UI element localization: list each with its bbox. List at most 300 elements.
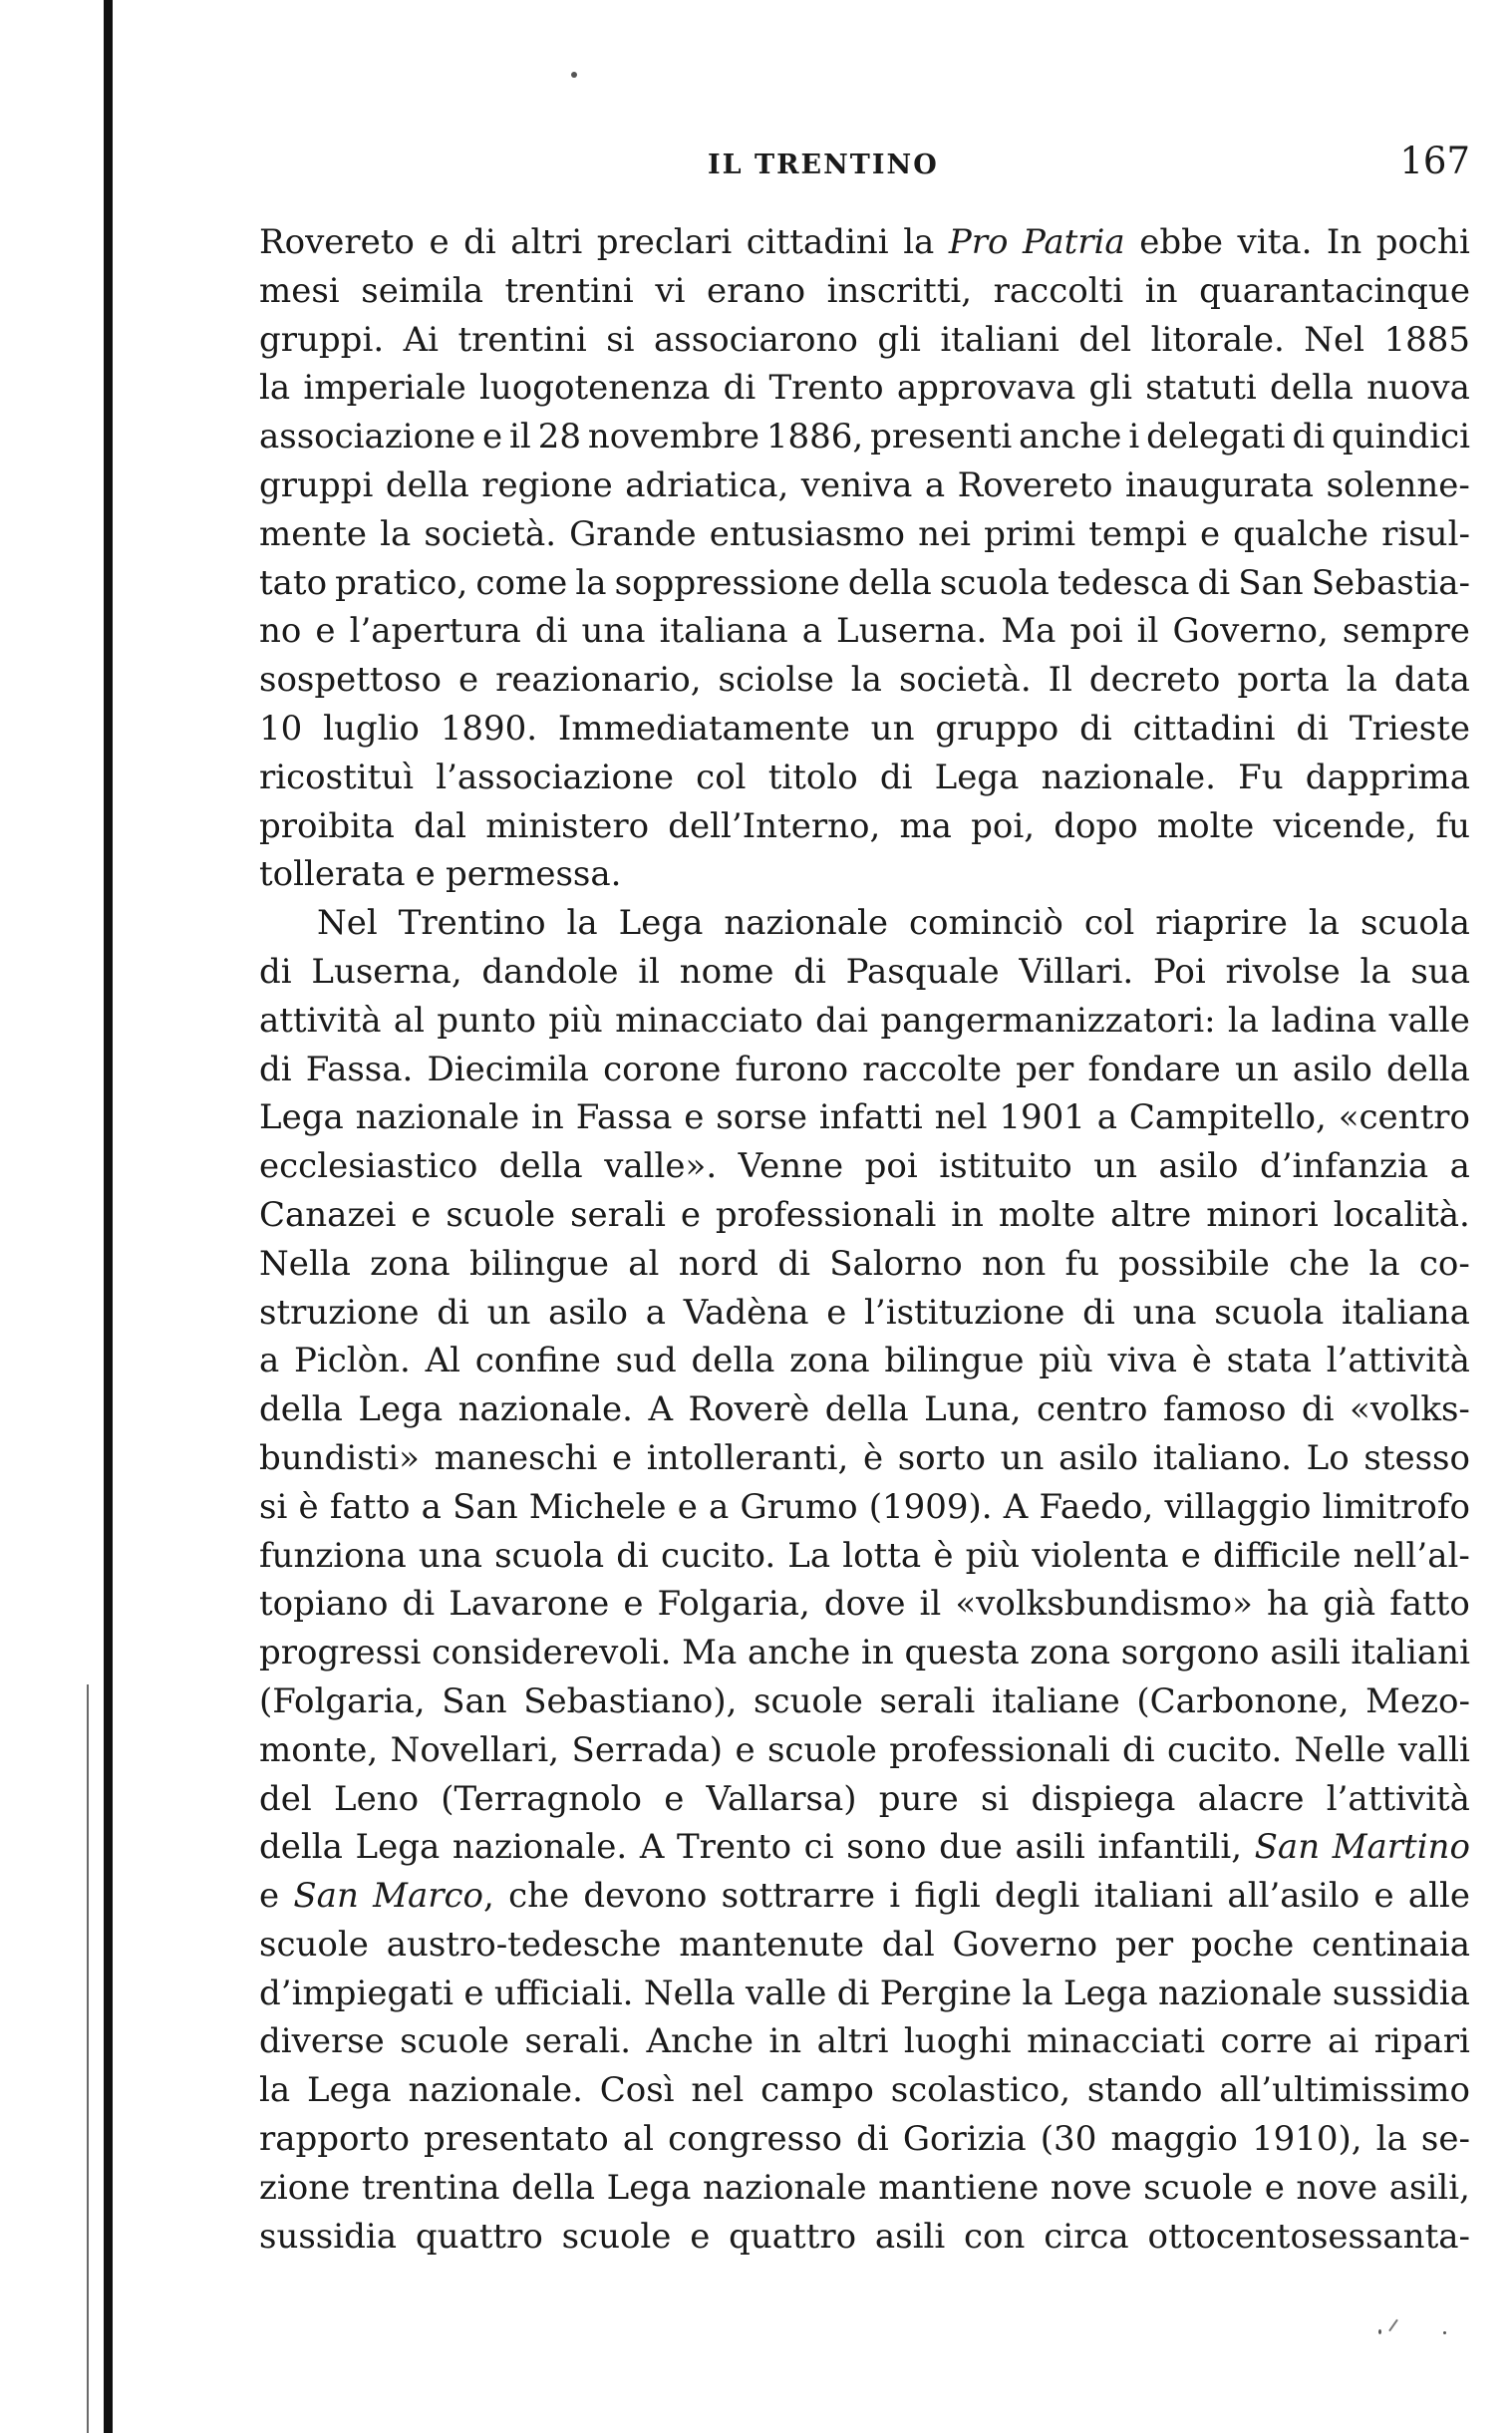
text-word: della <box>259 1827 343 1868</box>
text-word: 28 <box>537 417 581 457</box>
text-word: e <box>826 1292 847 1333</box>
text-word: serali <box>879 1680 976 1721</box>
text-word: Nelle <box>1294 1729 1386 1770</box>
text-word: San <box>1254 1827 1321 1868</box>
text-word: l’istituzione <box>864 1292 1065 1333</box>
text-line <box>259 1629 1470 1677</box>
text-word: circa <box>1044 2216 1129 2257</box>
text-word: bilingue <box>884 1341 1025 1381</box>
text-word: minacciati <box>1027 2021 1206 2062</box>
text-line <box>259 2213 1470 2262</box>
text-word: l’attività <box>1326 1778 1470 1819</box>
text-word: alle <box>1407 1876 1470 1917</box>
text-word: monte, <box>259 1729 379 1770</box>
text-word: approvava <box>896 368 1076 409</box>
text-line <box>259 218 1470 267</box>
text-word: in <box>768 2021 802 2062</box>
text-word: col <box>696 757 747 797</box>
text-word: col <box>1083 903 1135 944</box>
text-word: Fassa <box>575 1097 673 1138</box>
text-word: Lega <box>618 903 704 944</box>
text-word: A <box>648 1389 674 1430</box>
text-word: asili <box>1015 1827 1085 1868</box>
text-word: l’apertura <box>349 611 521 652</box>
text-word: più <box>1039 1341 1093 1381</box>
text-word: minacciato <box>615 1000 803 1041</box>
text-word: quarantacinque <box>1199 270 1470 311</box>
text-word: asili <box>1270 1633 1341 1673</box>
text-word: primi <box>984 513 1076 554</box>
text-line <box>259 997 1470 1046</box>
text-word: co- <box>1418 1243 1470 1284</box>
text-word: la <box>380 513 412 554</box>
text-word: villaggio <box>1164 1486 1312 1527</box>
text-line <box>259 1872 1470 1921</box>
text-word: 1910), <box>1251 2119 1362 2160</box>
text-word: la <box>1308 903 1340 944</box>
text-word: Trentino <box>398 903 546 944</box>
text-word: ci <box>803 1827 834 1868</box>
text-word: italiani <box>1351 1633 1470 1673</box>
text-word: zona <box>1030 1633 1110 1673</box>
text-word: questa <box>904 1633 1020 1673</box>
text-word: topiano <box>259 1584 389 1625</box>
text-word: lotta <box>842 1535 922 1576</box>
text-word: di <box>1197 562 1231 603</box>
text-word: devono <box>583 1876 708 1917</box>
text-word: Sebastiano), <box>523 1680 738 1721</box>
text-word: di <box>534 611 568 652</box>
text-word: Trento <box>676 1827 792 1868</box>
text-word: di <box>1301 1389 1335 1430</box>
text-word: trentini <box>504 270 634 311</box>
text-word: zona <box>789 1341 870 1381</box>
text-word: di <box>463 222 496 262</box>
text-word: un <box>870 708 915 749</box>
text-word: gli <box>1088 368 1133 409</box>
text-word: ricostituì <box>259 757 415 797</box>
text-word: con <box>964 2216 1026 2257</box>
text-word: Luna, <box>924 1389 1022 1430</box>
text-word: gruppi <box>259 464 374 505</box>
text-word: Rovereto <box>259 222 415 262</box>
text-word: luogotenenza <box>479 368 711 409</box>
text-word: stesso <box>1363 1437 1470 1478</box>
text-word: intolleranti, <box>646 1437 849 1478</box>
text-word: quindici <box>1332 417 1470 457</box>
text-word: Immediatamente <box>557 708 850 749</box>
text-line <box>259 607 1470 656</box>
text-word: di <box>856 2119 889 2160</box>
text-word: ottocentosessanta- <box>1147 2216 1470 2257</box>
text-word: una <box>581 611 646 652</box>
text-line <box>259 1532 1470 1581</box>
text-word: raccolte <box>862 1049 1002 1089</box>
text-word: della <box>1270 368 1354 409</box>
text-word: i <box>889 1876 901 1917</box>
text-word: dove <box>823 1584 906 1625</box>
text-word: si <box>259 1486 288 1527</box>
text-word: e <box>677 1486 698 1527</box>
text-word: figli <box>914 1876 981 1917</box>
text-word: ma <box>899 805 952 846</box>
text-word: Nel <box>317 903 378 944</box>
text-word: già <box>1323 1584 1376 1625</box>
text-word: molte <box>1156 805 1255 846</box>
text-word: nove <box>1296 2167 1378 2208</box>
text-word: Così <box>599 2070 675 2111</box>
text-word: presentato <box>424 2119 609 2160</box>
text-word: veniva <box>800 464 913 505</box>
text-word: A <box>639 1827 665 1868</box>
text-word: in <box>860 1633 894 1673</box>
text-word: nazionale <box>355 1097 520 1138</box>
text-word: asili <box>874 2216 946 2257</box>
text-word: a <box>709 1486 730 1527</box>
text-line <box>259 1434 1470 1483</box>
text-word: cominciò <box>908 903 1063 944</box>
text-word: luglio <box>323 708 420 749</box>
text-word: Luserna, <box>311 951 462 992</box>
text-word: stando <box>1086 2070 1203 2111</box>
text-word: che <box>508 1876 570 1917</box>
text-word: litorale. <box>1150 319 1285 360</box>
text-word: il <box>638 951 661 992</box>
text-word: tato <box>259 562 328 603</box>
text-word: e <box>735 1729 756 1770</box>
text-word: Faedo, <box>1039 1486 1154 1527</box>
text-word: dell’Interno, <box>668 805 881 846</box>
text-word: non <box>982 1243 1047 1284</box>
text-word: Roverè <box>688 1389 810 1430</box>
text-word: campo <box>760 2070 874 2111</box>
text-word: San <box>453 1486 518 1527</box>
running-title: IL TRENTINO <box>708 150 939 180</box>
text-word: Marco, <box>373 1876 494 1917</box>
text-word: di <box>836 1973 870 2013</box>
page-number: 167 <box>1399 140 1470 182</box>
text-word: scolastico, <box>890 2070 1071 2111</box>
text-word: pangermanizzatori: <box>880 1000 1216 1041</box>
text-word: quattro <box>729 2216 857 2257</box>
text-word: rivolse <box>1225 951 1341 992</box>
text-word: nazionale <box>703 2167 867 2208</box>
text-word: mente <box>259 513 368 554</box>
scan-binding-edge <box>104 0 113 2433</box>
text-word: poche <box>1190 1924 1295 1965</box>
text-word: Vadèna <box>683 1292 809 1333</box>
text-word: asili, <box>1388 2167 1470 2208</box>
text-word: fondare <box>1087 1049 1221 1089</box>
text-word: famoso <box>1162 1389 1287 1430</box>
text-word: la <box>1360 951 1391 992</box>
text-word: riaprire <box>1155 903 1288 944</box>
text-word: nord <box>678 1243 759 1284</box>
text-word: «volksbundismo» <box>955 1584 1253 1625</box>
text-word: Pasquale <box>845 951 1000 992</box>
text-word: italiani <box>940 319 1059 360</box>
text-word: minori <box>1206 1194 1319 1235</box>
text-word: e <box>482 417 503 457</box>
text-word: che <box>1289 1243 1351 1284</box>
text-word: infantili, <box>1097 1827 1243 1868</box>
text-word: dandole <box>481 951 619 992</box>
text-word: fatto <box>329 1486 411 1527</box>
text-word: inscritti, <box>826 270 973 311</box>
text-word: scuole <box>1143 2167 1254 2208</box>
text-word: di <box>777 1243 810 1284</box>
text-word: dapprima <box>1305 757 1470 797</box>
text-word: preclari <box>596 222 733 262</box>
scan-speck <box>1378 2329 1381 2334</box>
text-word: Piclòn. <box>294 1341 411 1381</box>
text-word: un <box>1093 1146 1137 1187</box>
text-word: Rovereto <box>957 464 1113 505</box>
text-word: fu <box>1435 805 1470 846</box>
text-word: novembre <box>587 417 759 457</box>
text-word: e <box>680 1194 701 1235</box>
text-word: gli <box>877 319 921 360</box>
text-word: pure <box>878 1778 959 1819</box>
text-word: scuole <box>259 1924 369 1965</box>
text-word: cucito. <box>660 1535 776 1576</box>
text-line <box>259 1775 1470 1824</box>
text-word: all’asilo <box>1227 1876 1361 1917</box>
text-word: a <box>801 611 822 652</box>
text-word: bilingue <box>468 1243 610 1284</box>
text-word: (Terragnolo <box>441 1778 642 1819</box>
text-word: ripari <box>1373 2021 1470 2062</box>
text-word: bundisti» <box>259 1437 420 1478</box>
text-word: altri <box>816 2021 889 2062</box>
text-word: mantenute <box>679 1924 864 1965</box>
text-word: degli <box>994 1876 1080 1917</box>
text-word: d’infanzia <box>1259 1146 1429 1187</box>
text-word: dopo <box>1054 805 1138 846</box>
text-word: corre <box>1220 2021 1313 2062</box>
text-word: Venne <box>738 1146 844 1187</box>
text-word: scuole <box>561 2216 672 2257</box>
text-word: quattro <box>415 2216 543 2257</box>
text-line <box>259 1677 1470 1726</box>
text-word: e <box>623 1584 644 1625</box>
text-word: nazionale. <box>452 1827 628 1868</box>
running-head <box>259 140 1470 199</box>
text-word: Villari. <box>1019 951 1134 992</box>
text-word: confine <box>474 1341 601 1381</box>
text-word: Canazei <box>259 1194 397 1235</box>
text-word: nel <box>934 1097 988 1138</box>
text-word: raccolti <box>993 270 1124 311</box>
text-word: Grande <box>569 513 697 554</box>
text-word: è <box>862 1437 884 1478</box>
text-word: titolo <box>767 757 858 797</box>
text-word: è <box>1191 1341 1212 1381</box>
text-word: e <box>315 611 336 652</box>
text-word: è <box>933 1535 954 1576</box>
text-word: Lega <box>934 757 1020 797</box>
text-word: risul- <box>1381 513 1470 554</box>
text-word: la <box>1227 1000 1259 1041</box>
text-word: maneschi <box>434 1437 598 1478</box>
text-word: no <box>259 611 302 652</box>
text-word: furono <box>735 1049 849 1089</box>
text-word: sciolse <box>718 660 834 701</box>
text-word: località. <box>1333 1194 1470 1235</box>
text-word: erano <box>707 270 806 311</box>
text-word: stata <box>1226 1341 1312 1381</box>
text-word: all’ultimissimo <box>1219 2070 1470 2111</box>
text-word: di <box>1079 708 1112 749</box>
text-word: di <box>1292 417 1326 457</box>
text-word: altri <box>510 222 583 262</box>
text-word: corone <box>603 1049 722 1089</box>
text-word: della <box>498 1146 583 1187</box>
text-word: molte <box>998 1194 1096 1235</box>
text-line <box>259 948 1470 997</box>
text-word: a <box>1449 1146 1470 1187</box>
text-line <box>259 510 1470 559</box>
text-word: di <box>1296 708 1329 749</box>
text-word: ecclesiastico <box>259 1146 478 1187</box>
text-word: della <box>259 1389 343 1430</box>
text-word: sua <box>1410 951 1470 992</box>
text-word: al <box>622 2119 654 2160</box>
text-word: fatto <box>1389 1584 1470 1625</box>
text-word: limitrofo <box>1322 1486 1470 1527</box>
text-word: sempre <box>1342 611 1470 652</box>
text-word: scuola <box>939 562 1050 603</box>
text-word: italiana <box>659 611 788 652</box>
text-word: valle». <box>604 1146 718 1187</box>
text-line <box>259 656 1470 705</box>
text-word: Ma <box>682 1633 738 1673</box>
text-word: Sebastia- <box>1311 562 1470 603</box>
text-word: e <box>463 1973 484 2013</box>
text-word: gruppi. <box>259 319 385 360</box>
text-word: progressi <box>259 1633 422 1673</box>
text-line <box>259 2066 1470 2115</box>
text-word: e <box>457 660 479 701</box>
text-word: associazione <box>259 417 476 457</box>
text-word: si <box>980 1778 1010 1819</box>
text-word: Patria <box>1023 222 1125 262</box>
text-word: nel <box>691 2070 745 2111</box>
text-line <box>259 899 1470 948</box>
text-word: Pergine <box>879 1973 1013 2013</box>
text-word: fu <box>1064 1243 1099 1284</box>
text-word: di <box>259 951 292 992</box>
text-word: altre <box>1110 1194 1192 1235</box>
text-word: Ai <box>403 319 440 360</box>
text-word: e <box>690 2216 711 2257</box>
text-word: Lega <box>606 2167 692 2208</box>
text-word: violenta <box>1032 1535 1169 1576</box>
text-word: di <box>723 368 756 409</box>
text-word: considerevoli. <box>432 1633 672 1673</box>
text-word: centinaia <box>1312 1924 1470 1965</box>
text-word: associarono <box>653 319 858 360</box>
text-word: nell’al- <box>1353 1535 1470 1576</box>
text-word: Lega <box>306 2070 392 2111</box>
text-word: adriatica, <box>625 464 789 505</box>
text-word: valle <box>746 1973 827 2013</box>
text-word: (Carbonone, <box>1136 1680 1350 1721</box>
text-word: Nel <box>1304 319 1365 360</box>
text-word: tempi <box>1088 513 1187 554</box>
text-word: nei <box>918 513 972 554</box>
text-word: e <box>429 222 450 262</box>
text-word: italiane <box>991 1680 1120 1721</box>
text-word: delegati <box>1146 417 1286 457</box>
text-word: scuola <box>1360 903 1470 944</box>
text-word: A <box>1003 1486 1029 1527</box>
text-word: ai <box>1328 2021 1360 2062</box>
text-word: del <box>259 1778 312 1819</box>
text-word: difficile <box>1212 1535 1342 1576</box>
text-word: La <box>787 1535 831 1576</box>
text-word: Pro <box>948 222 1009 262</box>
text-word: il <box>1136 611 1159 652</box>
text-word: italiano. <box>1152 1437 1293 1478</box>
text-line <box>259 850 1470 899</box>
text-word: società. <box>898 660 1032 701</box>
text-word: pratico, <box>335 562 468 603</box>
text-word: è <box>298 1486 319 1527</box>
text-word: nazionale. <box>408 2070 583 2111</box>
text-word: Michele <box>528 1486 667 1527</box>
text-word: al <box>393 1000 425 1041</box>
text-word: asilo <box>1292 1049 1372 1089</box>
text-word: Salorno <box>829 1243 963 1284</box>
text-word: viva <box>1107 1341 1178 1381</box>
text-word: l’attività <box>1326 1341 1470 1381</box>
text-word: Fu <box>1238 757 1284 797</box>
text-word: serali <box>570 1194 666 1235</box>
text-word: Gorizia <box>902 2119 1027 2160</box>
text-word: Nella <box>259 1243 351 1284</box>
text-word: italiana <box>1341 1292 1470 1333</box>
text-word: sorto <box>897 1437 987 1478</box>
text-word: anche <box>747 1633 851 1673</box>
text-word: della <box>1386 1049 1470 1089</box>
text-word: la <box>1346 660 1377 701</box>
text-word: gruppo <box>935 708 1059 749</box>
scan-margin-line <box>87 1684 89 2433</box>
text-line <box>259 2115 1470 2164</box>
text-word: sussidia <box>1332 1973 1470 2013</box>
text-word: a <box>1096 1097 1117 1138</box>
text-word: scuola <box>1214 1292 1325 1333</box>
text-line <box>259 1385 1470 1434</box>
text-word: Il <box>1048 660 1072 701</box>
text-word: mesi <box>259 270 340 311</box>
text-word: anche <box>1019 417 1122 457</box>
text-word: sorgono <box>1120 1633 1260 1673</box>
text-word: zione <box>259 2167 351 2208</box>
text-word: dal <box>881 1924 935 1965</box>
text-word: Luserna. <box>836 611 988 652</box>
text-word: della <box>385 464 469 505</box>
text-word: e <box>664 1778 685 1819</box>
text-word: Governo, <box>1172 611 1329 652</box>
text-line <box>259 1191 1470 1240</box>
text-word: 1901 <box>999 1097 1085 1138</box>
text-word: il <box>919 1584 942 1625</box>
text-word: scuole <box>766 1729 877 1770</box>
text-word: italiani <box>1093 1876 1214 1917</box>
text-word: asilo <box>1058 1437 1139 1478</box>
